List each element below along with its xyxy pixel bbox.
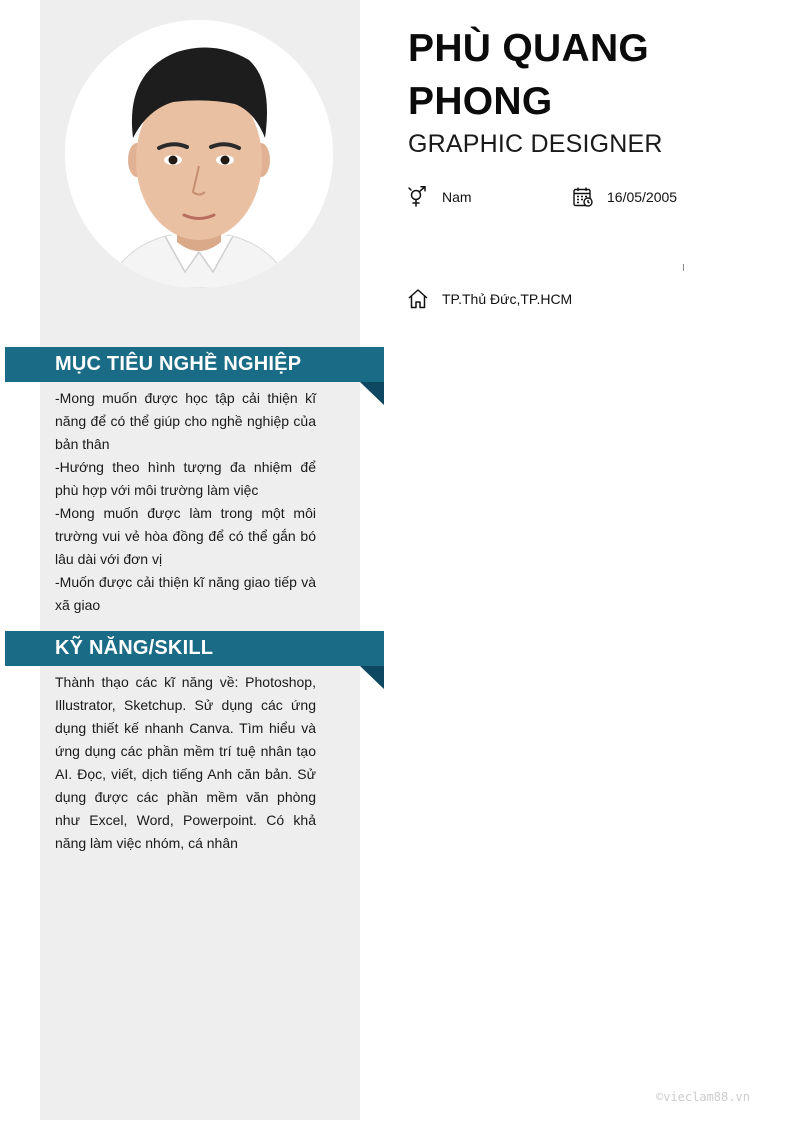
objective-header-fold [360, 382, 384, 405]
skills-header-fold [360, 666, 384, 689]
gender-value: Nam [442, 189, 472, 205]
watermark: ©vieclam88.vn [656, 1090, 750, 1104]
job-title: GRAPHIC DESIGNER [408, 130, 663, 158]
dob-value: 16/05/2005 [607, 189, 678, 205]
candidate-name: PHÙ QUANG PHONG [408, 27, 650, 123]
gender-field [407, 186, 472, 208]
profile-photo [65, 20, 333, 288]
skills-paragraph: Thành thạo các kĩ năng về: Photoshop, Illustrator, Sketchup. Sử dụng các ứng dụng thiết kế nhanh Canva. Tìm hiểu và ứng dụng các phần mềm trí tuệ nhân tạo AI. Đọc, viết, dịch tiếng Anh căn bản. Sử dụng được các phần mềm văn phòng như Excel, Word, Powerpoint. Có khả năng làm việc nhóm, cá nhân [55, 674, 316, 851]
divider-tick [683, 264, 684, 271]
objective-line: -Hướng theo hình tượng đa nhiệm để phù hợp với môi trường làm việc [55, 459, 316, 498]
objective-header [5, 347, 384, 382]
skills-text [55, 671, 316, 855]
address-value: TP.Thủ Đức,TP.HCM [442, 291, 573, 307]
objective-line: -Muốn được cải thiện kĩ năng giao tiếp và xã giao [55, 574, 316, 613]
skills-title: KỸ NĂNG/SKILL [55, 637, 214, 659]
gender-icon [407, 186, 429, 208]
objective-line: -Mong muốn được học tập cải thiện kĩ năng để có thể giúp cho nghề nghiệp của bản thân [55, 390, 316, 452]
home-icon [407, 288, 429, 310]
objective-text [55, 387, 316, 617]
calendar-icon [572, 186, 594, 208]
address-field [407, 288, 572, 310]
objective-line: -Mong muốn được làm trong một môi trường vui vẻ hòa đồng để có thể gắn bó lâu dài với đơn vị [55, 505, 316, 567]
dob-field [572, 186, 677, 208]
objective-title: MỤC TIÊU NGHỀ NGHIỆP [55, 353, 302, 375]
skills-header [5, 631, 384, 666]
